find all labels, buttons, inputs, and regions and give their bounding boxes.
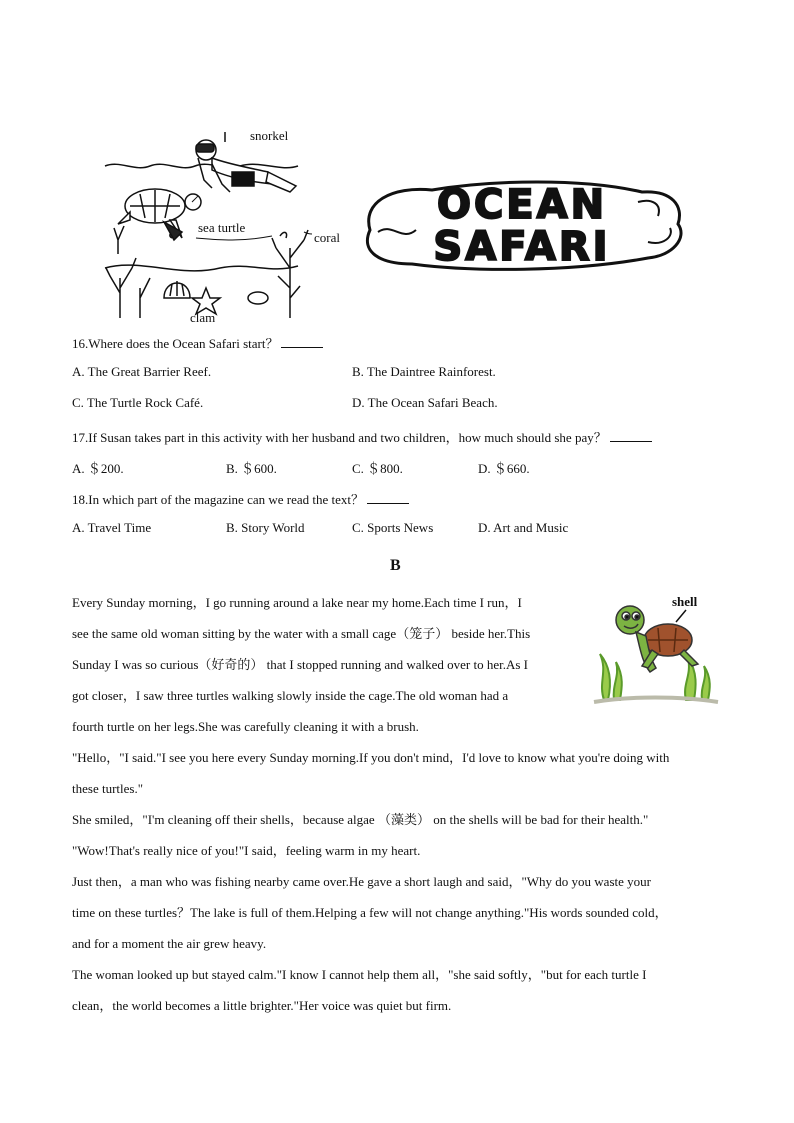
passage-line: Sunday I was so curious（好奇的） that I stopped running and walked over to her.As I [72,657,529,672]
passage-line: these turtles." [72,781,144,796]
option-16-a: A. The Great Barrier Reef. [72,364,212,379]
passage-line: see the same old woman sitting by the water with a small cage（笼子） beside her.This [72,626,531,641]
option-17-c: C. ＄800. [352,461,403,476]
passage-line: "Hello，"I said."I see you here every Sunday morning.If you don't mind，I'd love to know what you're doing with [72,750,670,765]
question-18-text: In which part of the magazine can we read the text？ [88,492,365,507]
question-16-text: Where does the Ocean Safari start？ [88,336,279,351]
passage-line: Every Sunday morning，I go running around a lake near my home.Each time I run，I [72,595,522,610]
answer-blank-18[interactable] [367,491,409,504]
passage-line: She smiled，"I'm cleaning off their shells，because algae （藻类） on the shells will be bad for their health." [72,812,649,827]
passage-line: fourth turtle on her legs.She was carefully cleaning it with a brush. [72,719,419,734]
passage-line: Just then，a man who was fishing nearby came over.He gave a short laugh and said，"Why do you waste your [72,874,651,889]
clam-figure [164,281,268,314]
section-b-passage [72,587,722,1021]
passage-line: The woman looked up but stayed calm."I know I cannot help them all，"she said softly，"but for each turtle I [72,967,647,982]
passage-line: time on these turtles？The lake is full of them.Helping a few will not change anything."His words sounded cold， [72,905,668,920]
clam-label: clam [190,310,216,324]
option-18-b: B. Story World [226,520,305,535]
option-18-a: A. Travel Time [72,520,152,535]
sea-turtle-label: sea turtle [198,220,246,235]
ocean-illustration [100,128,350,324]
option-16-b: B. The Daintree Rainforest. [352,364,496,379]
question-16: 16.Where does the Ocean Safari start？ [72,333,323,352]
passage-line: clean，the world becomes a little brighter."Her voice was quiet but firm. [72,998,452,1013]
answer-blank-17[interactable] [610,429,652,442]
question-18: 18.In which part of the magazine can we read the text？ [72,489,409,508]
option-18-d: D. Art and Music [478,520,569,535]
option-17-a: A. ＄200. [72,461,124,476]
option-18-c: C. Sports News [352,520,434,535]
coral-left-figure [106,226,150,318]
passage-line: "Wow!That's really nice of you!"I said，feeling warm in my heart. [72,843,421,858]
section-b-title: B [390,557,401,574]
ocean-safari-logo [352,172,692,276]
logo-ocean-text: OCEAN [436,182,608,228]
answer-blank-16[interactable] [281,335,323,348]
snorkel-label: snorkel [250,128,289,143]
option-16-d: D. The Ocean Safari Beach. [352,395,498,410]
coral-label: coral [314,230,340,245]
option-17-b: B. ＄600. [226,461,277,476]
option-16-c: C. The Turtle Rock Café. [72,395,204,410]
question-17-text: If Susan takes part in this activity with her husband and two children，how much should she pay？ [88,430,607,445]
coral-figure [272,230,308,318]
passage-line: and for a moment the air grew heavy. [72,936,267,951]
passage-line: got closer，I saw three turtles walking slowly inside the cage.The old woman had a [72,688,509,703]
option-17-d: D. ＄660. [478,461,530,476]
logo-safari-text: SAFARI [433,224,611,270]
question-17: 17.If Susan takes part in this activity with her husband and two children，how much should she pay？ [72,427,652,446]
shell-label: shell [672,594,698,609]
sea-turtle-figure [118,189,201,240]
